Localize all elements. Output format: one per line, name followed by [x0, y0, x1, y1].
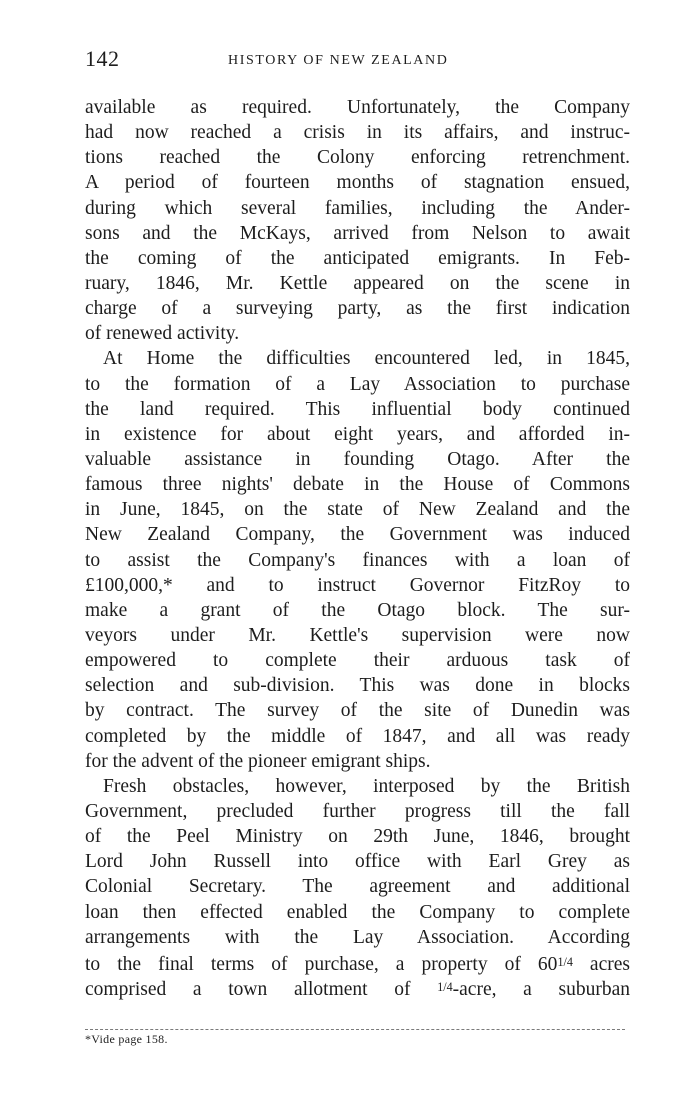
- text-line: arrangements with the Lay Association. According: [85, 926, 630, 948]
- text-line: Colonial Secretary. The agreement and additional: [85, 876, 630, 898]
- text-line: £100,000,* and to instruct Governor FitzRoy to: [85, 574, 630, 596]
- text-segment: -acre, a suburban: [452, 979, 630, 1001]
- text-line: empowered to complete their arduous task of: [85, 650, 630, 672]
- text-line: ruary, 1846, Mr. Kettle appeared on the scene in: [85, 272, 630, 294]
- text-line: of the Peel Ministry on 29th June, 1846, brought: [85, 826, 630, 848]
- text-line: sons and the McKays, arrived from Nelson to await: [85, 222, 630, 244]
- text-line: available as required. Unfortunately, the Company: [85, 97, 630, 118]
- text-line: selection and sub-division. This was done in blocks: [85, 675, 630, 697]
- text-line: famous three nights' debate in the House of Commons: [85, 474, 630, 496]
- text-line-with-fraction: [85, 975, 630, 1000]
- fraction-quarter: 1/4: [437, 979, 453, 994]
- text-line: during which several families, including the Ander-: [85, 197, 630, 219]
- text-segment: acres: [572, 954, 630, 975]
- text-line: in existence for about eight years, and afforded in-: [85, 423, 630, 445]
- text-line: the land required. This influential body continued: [85, 398, 630, 420]
- text-line: Government, precluded further progress till the fall: [85, 800, 630, 822]
- footnote-divider: [85, 1029, 625, 1030]
- text-line: valuable assistance in founding Otago. After the: [85, 448, 630, 470]
- text-line: the coming of the anticipated emigrants. In Feb-: [85, 247, 630, 269]
- text-line: A period of fourteen months of stagnation ensued,: [85, 172, 630, 194]
- text-line-with-fraction: [85, 950, 630, 975]
- text-line: charge of a surveying party, as the first indication: [85, 298, 630, 320]
- text-line: by contract. The survey of the site of Dunedin was: [85, 700, 630, 722]
- text-line: make a grant of the Otago block. The sur-: [85, 599, 630, 621]
- text-line: of renewed activity.: [85, 323, 240, 345]
- text-segment: to the final terms of purchase, a property of 60: [85, 954, 558, 975]
- text-line: loan then effected enabled the Company to complete: [85, 901, 630, 923]
- text-segment: comprised a town allotment of: [85, 979, 438, 1001]
- text-line: veyors under Mr. Kettle's supervision were now: [85, 624, 630, 646]
- text-line: had now reached a crisis in its affairs, and instruc-: [85, 122, 630, 144]
- text-line: in June, 1845, on the state of New Zealand and the: [85, 499, 630, 521]
- page-number: 142: [85, 46, 120, 71]
- text-line: Fresh obstacles, however, interposed by the British: [103, 775, 630, 797]
- body-text: [85, 95, 630, 1000]
- running-head: [85, 46, 630, 76]
- text-line: to assist the Company's finances with a loan of: [85, 549, 630, 571]
- running-title: HISTORY OF NEW ZEALAND: [228, 53, 449, 68]
- text-line: Lord John Russell into office with Earl Grey as: [85, 851, 630, 873]
- text-line: to the formation of a Lay Association to purchase: [85, 373, 630, 395]
- footnote: *Vide page 158.: [85, 1032, 168, 1046]
- text-line: completed by the middle of 1847, and all was ready: [85, 725, 630, 747]
- text-line: New Zealand Company, the Government was induced: [85, 524, 630, 546]
- text-line: for the advent of the pioneer emigrant ships.: [85, 750, 431, 772]
- text-line: tions reached the Colony enforcing retrenchment.: [85, 147, 630, 169]
- text-line: At Home the difficulties encountered led, in 1845,: [103, 348, 630, 370]
- fraction-quarter: 1/4: [557, 954, 573, 969]
